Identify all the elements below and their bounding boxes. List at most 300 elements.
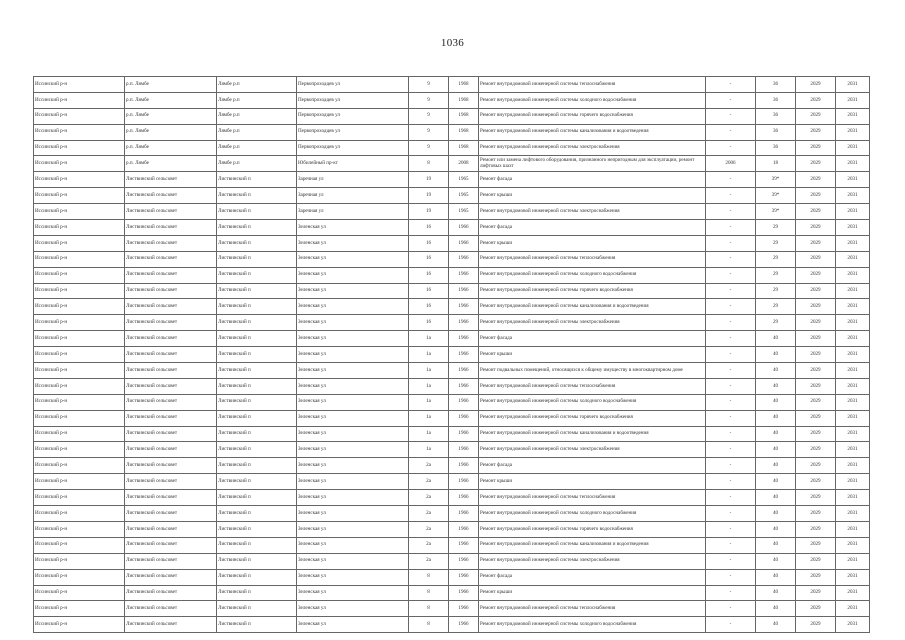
cell-street: Зеленская ул (297, 299, 409, 315)
cell-district: Иссинский р-н (34, 506, 125, 522)
cell-street: Зеленская ул (297, 601, 409, 617)
cell-district: Иссинский р-н (34, 426, 125, 442)
cell-start-year: 2029 (796, 220, 836, 236)
cell-start-year: 2029 (796, 378, 836, 394)
cell-locality: Листвинский п (217, 267, 297, 283)
cell-street: Первопроходцев ул (297, 140, 409, 156)
table-row (34, 283, 870, 299)
cell-house: 9 (409, 124, 449, 140)
cell-work-type: Ремонт внутридомовой инженерной системы теплоснабжения (479, 378, 706, 394)
cell-stage: 36 (756, 92, 796, 108)
cell-end-year: 2031 (836, 617, 870, 633)
cell-locality: Листвинский п (217, 172, 297, 188)
cell-house: 19 (409, 204, 449, 220)
cell-build-year: 1965 (449, 204, 479, 220)
cell-stage: 29 (756, 235, 796, 251)
cell-build-year: 1966 (449, 315, 479, 331)
table-row (34, 77, 870, 93)
cell-start-year: 2029 (796, 204, 836, 220)
cell-work-type: Ремонт фасада (479, 569, 706, 585)
table-row (34, 220, 870, 236)
cell-work-type: Ремонт крыши (479, 585, 706, 601)
cell-build-year: 1966 (449, 569, 479, 585)
cell-stage: 40 (756, 347, 796, 363)
cell-start-year: 2029 (796, 585, 836, 601)
cell-work-type: Ремонт внутридомовой инженерной системы холодного водоснабжения (479, 394, 706, 410)
table-row (34, 235, 870, 251)
cell-build-year: 1968 (449, 124, 479, 140)
cell-locality: Листвинский п (217, 537, 297, 553)
cell-settlement: Листвинский сельсовет (125, 331, 217, 347)
table-row (34, 617, 870, 633)
cell-start-year: 2029 (796, 267, 836, 283)
cell-end-year: 2031 (836, 601, 870, 617)
cell-settlement: Листвинский сельсовет (125, 299, 217, 315)
cell-work-type: Ремонт фасада (479, 172, 706, 188)
cell-stage: 29 (756, 267, 796, 283)
cell-settlement: Листвинский сельсовет (125, 251, 217, 267)
page-number: 1036 (440, 37, 465, 49)
cell-lift-year: - (706, 537, 756, 553)
cell-settlement: Листвинский сельсовет (125, 220, 217, 236)
cell-end-year: 2031 (836, 331, 870, 347)
cell-end-year: 2031 (836, 474, 870, 490)
table-row (34, 92, 870, 108)
table-row (34, 585, 870, 601)
cell-start-year: 2029 (796, 617, 836, 633)
cell-street: Зеленская ул (297, 331, 409, 347)
cell-end-year: 2031 (836, 92, 870, 108)
cell-build-year: 1966 (449, 235, 479, 251)
cell-settlement: р.п. Лямбе (125, 124, 217, 140)
cell-house: 16 (409, 267, 449, 283)
table-row (34, 331, 870, 347)
cell-stage: 40 (756, 442, 796, 458)
cell-street: Зеленская ул (297, 474, 409, 490)
cell-street: Зеленская ул (297, 235, 409, 251)
cell-lift-year: - (706, 315, 756, 331)
cell-lift-year: - (706, 569, 756, 585)
cell-locality: Лямбе р.п (217, 77, 297, 93)
cell-district: Иссинский р-н (34, 442, 125, 458)
cell-settlement: Листвинский сельсовет (125, 537, 217, 553)
cell-settlement: Листвинский сельсовет (125, 315, 217, 331)
cell-build-year: 1966 (449, 553, 479, 569)
cell-district: Иссинский р-н (34, 283, 125, 299)
cell-lift-year: - (706, 331, 756, 347)
cell-build-year: 1966 (449, 601, 479, 617)
cell-work-type: Ремонт крыши (479, 347, 706, 363)
table-row (34, 124, 870, 140)
cell-stage: 39* (756, 188, 796, 204)
table-body (34, 77, 870, 633)
cell-stage: 40 (756, 490, 796, 506)
cell-start-year: 2029 (796, 188, 836, 204)
cell-end-year: 2031 (836, 188, 870, 204)
cell-build-year: 1968 (449, 77, 479, 93)
cell-locality: Листвинский п (217, 347, 297, 363)
cell-lift-year: - (706, 140, 756, 156)
cell-house: 1а (409, 410, 449, 426)
cell-lift-year: - (706, 251, 756, 267)
cell-locality: Листвинский п (217, 474, 297, 490)
cell-district: Иссинский р-н (34, 77, 125, 93)
cell-end-year: 2031 (836, 585, 870, 601)
cell-lift-year: - (706, 474, 756, 490)
cell-district: Иссинский р-н (34, 124, 125, 140)
cell-lift-year: - (706, 442, 756, 458)
cell-street: Зеленская ул (297, 553, 409, 569)
cell-settlement: р.п. Лямбе (125, 156, 217, 172)
cell-settlement: Листвинский сельсовет (125, 521, 217, 537)
cell-lift-year: - (706, 124, 756, 140)
cell-build-year: 1966 (449, 617, 479, 633)
cell-lift-year: - (706, 553, 756, 569)
cell-build-year: 1966 (449, 521, 479, 537)
cell-street: Первопроходцев ул (297, 77, 409, 93)
cell-locality: Лямбе р.п (217, 140, 297, 156)
cell-stage: 36 (756, 140, 796, 156)
cell-house: 2а (409, 521, 449, 537)
cell-end-year: 2031 (836, 77, 870, 93)
cell-work-type: Ремонт внутридомовой инженерной системы горячего водоснабжения (479, 410, 706, 426)
cell-lift-year: - (706, 235, 756, 251)
cell-build-year: 1966 (449, 331, 479, 347)
table-row (34, 601, 870, 617)
cell-locality: Листвинский п (217, 188, 297, 204)
cell-house: 1а (409, 378, 449, 394)
cell-settlement: Листвинский сельсовет (125, 204, 217, 220)
cell-street: Зеленская ул (297, 347, 409, 363)
cell-district: Иссинский р-н (34, 601, 125, 617)
cell-street: Зеленская ул (297, 537, 409, 553)
cell-settlement: Листвинский сельсовет (125, 617, 217, 633)
cell-locality: Листвинский п (217, 442, 297, 458)
cell-settlement: Листвинский сельсовет (125, 378, 217, 394)
cell-start-year: 2029 (796, 410, 836, 426)
cell-street: Зеленская ул (297, 442, 409, 458)
cell-work-type: Ремонт внутридомовой инженерной системы холодного водоснабжения (479, 267, 706, 283)
cell-district: Иссинский р-н (34, 458, 125, 474)
cell-house: 16 (409, 251, 449, 267)
table-row (34, 347, 870, 363)
cell-house: 2а (409, 458, 449, 474)
cell-locality: Листвинский п (217, 601, 297, 617)
cell-house: 8 (409, 585, 449, 601)
cell-locality: Листвинский п (217, 315, 297, 331)
cell-settlement: Листвинский сельсовет (125, 188, 217, 204)
cell-street: Зеленская ул (297, 426, 409, 442)
cell-lift-year: - (706, 378, 756, 394)
cell-house: 1а (409, 347, 449, 363)
cell-district: Иссинский р-н (34, 315, 125, 331)
cell-start-year: 2029 (796, 442, 836, 458)
cell-start-year: 2029 (796, 156, 836, 172)
cell-work-type: Ремонт внутридомовой инженерной системы теплоснабжения (479, 490, 706, 506)
cell-stage: 39* (756, 172, 796, 188)
table-row (34, 426, 870, 442)
cell-settlement: Листвинский сельсовет (125, 601, 217, 617)
cell-stage: 40 (756, 363, 796, 379)
cell-start-year: 2029 (796, 77, 836, 93)
cell-end-year: 2031 (836, 569, 870, 585)
cell-lift-year: - (706, 92, 756, 108)
cell-settlement: р.п. Лямбе (125, 140, 217, 156)
cell-street: Зеленская ул (297, 458, 409, 474)
table-row (34, 553, 870, 569)
cell-house: 19 (409, 188, 449, 204)
cell-end-year: 2031 (836, 426, 870, 442)
cell-stage: 40 (756, 410, 796, 426)
cell-street: Зеленская ул (297, 315, 409, 331)
cell-locality: Лямбе р.п (217, 156, 297, 172)
cell-settlement: Листвинский сельсовет (125, 474, 217, 490)
cell-end-year: 2031 (836, 506, 870, 522)
cell-work-type: Ремонт внутридомовой инженерной системы холодного водоснабжения (479, 506, 706, 522)
cell-work-type: Ремонт внутридомовой инженерной системы канализования и водоотведения (479, 299, 706, 315)
cell-settlement: Листвинский сельсовет (125, 267, 217, 283)
cell-locality: Лямбе р.п (217, 124, 297, 140)
cell-work-type: Ремонт внутридомовой инженерной системы канализования и водоотведения (479, 124, 706, 140)
cell-settlement: Листвинский сельсовет (125, 506, 217, 522)
cell-house: 16 (409, 235, 449, 251)
cell-district: Иссинский р-н (34, 156, 125, 172)
cell-house: 1а (409, 363, 449, 379)
cell-settlement: р.п. Лямбе (125, 108, 217, 124)
cell-end-year: 2031 (836, 347, 870, 363)
cell-end-year: 2031 (836, 363, 870, 379)
cell-work-type: Ремонт внутридомовой инженерной системы теплоснабжения (479, 77, 706, 93)
cell-district: Иссинский р-н (34, 267, 125, 283)
cell-build-year: 1966 (449, 299, 479, 315)
cell-work-type: Ремонт подвальных помещений, относящихся к общему имуществу в многоквартирном доме (479, 363, 706, 379)
cell-build-year: 1966 (449, 363, 479, 379)
table-row (34, 363, 870, 379)
cell-work-type: Ремонт крыши (479, 474, 706, 490)
cell-house: 16 (409, 315, 449, 331)
cell-stage: 39* (756, 204, 796, 220)
cell-lift-year: - (706, 283, 756, 299)
cell-district: Иссинский р-н (34, 140, 125, 156)
cell-stage: 36 (756, 108, 796, 124)
cell-lift-year: - (706, 267, 756, 283)
cell-locality: Листвинский п (217, 585, 297, 601)
cell-build-year: 1966 (449, 394, 479, 410)
table-row (34, 378, 870, 394)
cell-stage: 40 (756, 394, 796, 410)
cell-start-year: 2029 (796, 331, 836, 347)
cell-district: Иссинский р-н (34, 299, 125, 315)
cell-house: 16 (409, 283, 449, 299)
cell-start-year: 2029 (796, 347, 836, 363)
cell-build-year: 1968 (449, 108, 479, 124)
table-row (34, 140, 870, 156)
cell-start-year: 2029 (796, 140, 836, 156)
cell-work-type: Ремонт фасада (479, 458, 706, 474)
cell-street: Зеленская ул (297, 585, 409, 601)
cell-house: 9 (409, 108, 449, 124)
cell-lift-year: - (706, 188, 756, 204)
cell-street: Зеленская ул (297, 394, 409, 410)
cell-lift-year: - (706, 458, 756, 474)
cell-district: Иссинский р-н (34, 331, 125, 347)
cell-end-year: 2031 (836, 283, 870, 299)
cell-lift-year: - (706, 521, 756, 537)
cell-district: Иссинский р-н (34, 410, 125, 426)
table-row (34, 267, 870, 283)
cell-end-year: 2031 (836, 140, 870, 156)
cell-district: Иссинский р-н (34, 617, 125, 633)
cell-stage: 40 (756, 474, 796, 490)
cell-district: Иссинский р-н (34, 347, 125, 363)
cell-settlement: Листвинский сельсовет (125, 490, 217, 506)
cell-settlement: Листвинский сельсовет (125, 442, 217, 458)
cell-settlement: Листвинский сельсовет (125, 553, 217, 569)
cell-house: 16 (409, 299, 449, 315)
cell-district: Иссинский р-н (34, 204, 125, 220)
table-row (34, 156, 870, 172)
cell-house: 2а (409, 537, 449, 553)
table-row (34, 506, 870, 522)
cell-stage: 18 (756, 156, 796, 172)
cell-build-year: 1965 (449, 172, 479, 188)
cell-locality: Листвинский п (217, 220, 297, 236)
cell-street: Зеленская ул (297, 251, 409, 267)
cell-locality: Листвинский п (217, 410, 297, 426)
cell-build-year: 1966 (449, 283, 479, 299)
cell-house: 9 (409, 140, 449, 156)
cell-district: Иссинский р-н (34, 537, 125, 553)
cell-stage: 36 (756, 77, 796, 93)
cell-house: 1а (409, 394, 449, 410)
cell-lift-year: - (706, 426, 756, 442)
cell-lift-year: - (706, 363, 756, 379)
cell-build-year: 1968 (449, 92, 479, 108)
cell-end-year: 2031 (836, 299, 870, 315)
cell-stage: 40 (756, 569, 796, 585)
cell-locality: Листвинский п (217, 251, 297, 267)
cell-stage: 40 (756, 617, 796, 633)
cell-work-type: Ремонт внутридомовой инженерной системы холодного водоснабжения (479, 617, 706, 633)
cell-start-year: 2029 (796, 394, 836, 410)
table-row (34, 251, 870, 267)
cell-house: 8 (409, 601, 449, 617)
cell-settlement: р.п. Лямбе (125, 92, 217, 108)
cell-build-year: 1965 (449, 188, 479, 204)
cell-street: Зеленская ул (297, 283, 409, 299)
cell-stage: 36 (756, 124, 796, 140)
cell-work-type: Ремонт внутридомовой инженерной системы электроснабжения (479, 204, 706, 220)
table-row (34, 521, 870, 537)
cell-settlement: Листвинский сельсовет (125, 426, 217, 442)
cell-stage: 40 (756, 553, 796, 569)
cell-district: Иссинский р-н (34, 172, 125, 188)
cell-settlement: Листвинский сельсовет (125, 569, 217, 585)
cell-end-year: 2031 (836, 220, 870, 236)
cell-locality: Листвинский п (217, 426, 297, 442)
cell-street: Юбилейный пр-кт (297, 156, 409, 172)
cell-stage: 40 (756, 331, 796, 347)
cell-end-year: 2031 (836, 378, 870, 394)
cell-work-type: Ремонт фасада (479, 220, 706, 236)
cell-locality: Листвинский п (217, 506, 297, 522)
capital-repair-table (33, 76, 870, 633)
cell-work-type: Ремонт крыши (479, 235, 706, 251)
cell-work-type: Ремонт внутридомовой инженерной системы теплоснабжения (479, 251, 706, 267)
cell-lift-year: - (706, 585, 756, 601)
cell-stage: 40 (756, 506, 796, 522)
cell-build-year: 1966 (449, 378, 479, 394)
cell-start-year: 2029 (796, 299, 836, 315)
cell-locality: Листвинский п (217, 394, 297, 410)
cell-street: Зеленская ул (297, 617, 409, 633)
table-row (34, 537, 870, 553)
cell-work-type: Ремонт внутридомовой инженерной системы электроснабжения (479, 140, 706, 156)
cell-end-year: 2031 (836, 521, 870, 537)
cell-district: Иссинский р-н (34, 108, 125, 124)
cell-street: Зеленская ул (297, 410, 409, 426)
table-row (34, 188, 870, 204)
cell-street: Заречная ул (297, 204, 409, 220)
cell-locality: Листвинский п (217, 204, 297, 220)
cell-start-year: 2029 (796, 172, 836, 188)
cell-settlement: Листвинский сельсовет (125, 235, 217, 251)
table-row (34, 299, 870, 315)
cell-district: Иссинский р-н (34, 474, 125, 490)
cell-house: 1а (409, 442, 449, 458)
cell-lift-year: - (706, 347, 756, 363)
cell-end-year: 2031 (836, 156, 870, 172)
cell-end-year: 2031 (836, 394, 870, 410)
cell-work-type: Ремонт внутридомовой инженерной системы теплоснабжения (479, 601, 706, 617)
table-row (34, 108, 870, 124)
cell-locality: Лямбе р.п (217, 108, 297, 124)
cell-start-year: 2029 (796, 521, 836, 537)
cell-street: Заречная ул (297, 188, 409, 204)
cell-stage: 29 (756, 299, 796, 315)
cell-start-year: 2029 (796, 569, 836, 585)
cell-street: Зеленская ул (297, 220, 409, 236)
cell-house: 9 (409, 77, 449, 93)
cell-end-year: 2031 (836, 235, 870, 251)
cell-street: Зеленская ул (297, 521, 409, 537)
cell-locality: Листвинский п (217, 458, 297, 474)
table-row (34, 172, 870, 188)
cell-work-type: Ремонт внутридомовой инженерной системы холодного водоснабжения (479, 92, 706, 108)
cell-district: Иссинский р-н (34, 569, 125, 585)
cell-locality: Листвинский п (217, 331, 297, 347)
cell-locality: Лямбе р.п (217, 92, 297, 108)
cell-locality: Листвинский п (217, 553, 297, 569)
table-row (34, 204, 870, 220)
cell-locality: Листвинский п (217, 235, 297, 251)
cell-stage: 40 (756, 426, 796, 442)
cell-district: Иссинский р-н (34, 92, 125, 108)
cell-settlement: Листвинский сельсовет (125, 347, 217, 363)
cell-end-year: 2031 (836, 537, 870, 553)
table-row (34, 410, 870, 426)
cell-start-year: 2029 (796, 283, 836, 299)
cell-end-year: 2031 (836, 108, 870, 124)
cell-district: Иссинский р-н (34, 585, 125, 601)
cell-district: Иссинский р-н (34, 188, 125, 204)
cell-start-year: 2029 (796, 315, 836, 331)
cell-locality: Листвинский п (217, 521, 297, 537)
cell-start-year: 2029 (796, 426, 836, 442)
cell-settlement: Листвинский сельсовет (125, 283, 217, 299)
cell-lift-year: - (706, 601, 756, 617)
cell-settlement: Листвинский сельсовет (125, 172, 217, 188)
